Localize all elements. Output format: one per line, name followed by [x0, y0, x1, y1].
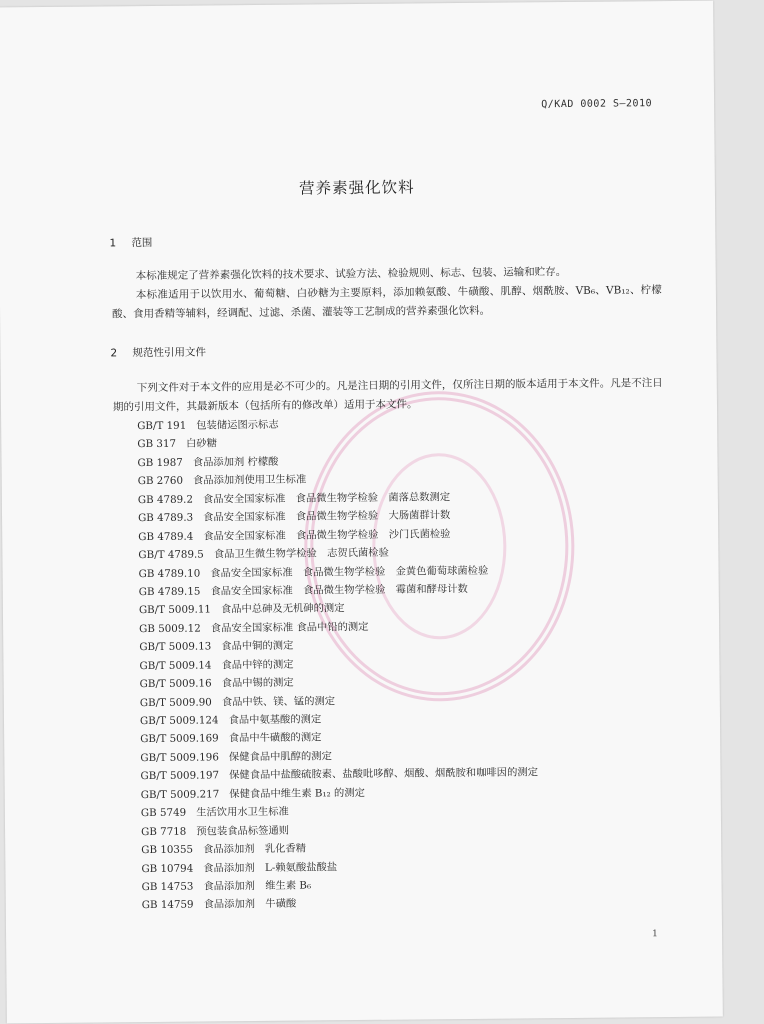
reference-code: GB 317 [137, 438, 177, 451]
reference-title: 包装储运图示标志 [196, 418, 279, 432]
reference-code: GB 2760 [137, 475, 184, 488]
reference-title: 食品中牛磺酸的测定 [228, 731, 322, 745]
reference-code: GB 5009.12 [139, 622, 201, 635]
reference-code: GB 1987 [137, 456, 183, 470]
reference-code: GB/T 5009.11 [138, 603, 211, 617]
section-number: 1 [109, 237, 117, 250]
reference-title: 食品添加剂 乳化香精 [203, 842, 307, 856]
reference-title: 食品中锡的测定 [221, 676, 294, 690]
reference-code: GB 4789.2 [137, 493, 194, 506]
reference-item [142, 893, 540, 915]
reference-title: 食品中铁、镁、锰的测定 [221, 694, 336, 708]
section-title: 范围 [131, 236, 153, 250]
reference-title: 食品安全国家标准 食品微生物学检验 霉菌和酵母计数 [210, 582, 468, 598]
reference-code: GB/T 4789.5 [138, 548, 204, 562]
scope-paragraph-2: 本标准适用于以饮用水、葡萄糖、白砂糖为主要原料，添加赖氨酸、牛磺酸、肌醇、烟酰胺、VB₆、VB₁₂、柠檬酸、食用香精等辅料，经调配、过滤、杀菌、灌装等工艺制成的营养素强化饮料。 [112, 284, 662, 321]
reference-title: 保健食品中盐酸硫胺素、盐酸吡哆醇、烟酸、烟酰胺和咖啡因的测定 [229, 766, 539, 782]
reference-code: GB/T 5009.169 [140, 732, 219, 746]
reference-title: 预包装食品标签通则 [196, 824, 290, 838]
reference-list [137, 413, 539, 915]
reference-title: 食品添加剂 维生素 B₆ [203, 879, 312, 893]
reference-title: 食品添加剂 牛磺酸 [203, 898, 297, 911]
reference-title: 白砂糖 [186, 437, 218, 451]
reference-code: GB 7718 [141, 825, 187, 838]
reference-code: GB/T 5009.14 [139, 659, 212, 672]
reference-code: GB 5749 [140, 806, 187, 820]
reference-title: 食品安全国家标准 食品中铅的测定 [210, 620, 369, 635]
document-title: 营养素强化饮料 [299, 178, 415, 198]
document-page [0, 1, 723, 1024]
reference-title: 食品安全国家标准 食品微生物学检验 大肠菌群计数 [203, 509, 451, 524]
reference-code: GB/T 5009.197 [140, 769, 220, 783]
reference-code: GB/T 5009.13 [139, 640, 212, 654]
reference-code: GB/T 5009.196 [140, 751, 219, 764]
reference-code: GB 4789.4 [138, 530, 194, 543]
reference-code: GB/T 5009.124 [139, 714, 219, 728]
reference-title: 食品添加剂 L-赖氨酸盐酸盐 [203, 860, 338, 875]
reference-code: GB 4789.3 [137, 511, 194, 525]
reference-title: 食品中铜的测定 [221, 639, 294, 653]
reference-code: GB/T 5009.90 [139, 695, 212, 709]
section-heading-scope [109, 235, 152, 250]
reference-code: GB 14759 [141, 898, 194, 912]
reference-title: 食品安全国家标准 食品微生物学检验 金黄色葡萄球菌检验 [210, 564, 489, 579]
reference-code: GB 4789.10 [138, 567, 201, 580]
reference-code: GB/T 191 [137, 419, 187, 433]
reference-code: GB 14753 [141, 880, 194, 894]
reference-title: 食品中锌的测定 [221, 658, 294, 672]
page-number: 1 [652, 929, 658, 940]
reference-title: 食品安全国家标准 食品微生物学检验 沙门氏菌检验 [203, 527, 451, 543]
reference-title: 食品中氨基酸的测定 [228, 713, 322, 727]
reference-title: 食品安全国家标准 食品微生物学检验 菌落总数测定 [202, 490, 451, 506]
reference-item [138, 561, 536, 583]
reference-code: GB 10355 [141, 843, 194, 857]
reference-title: 食品卫生微生物学检验 志贺氏菌检验 [213, 546, 389, 561]
reference-title: 保健食品中维生素 B₁₂ 的测定 [229, 786, 365, 801]
reference-code: GB/T 5009.217 [140, 788, 220, 801]
reference-title: 食品添加剂 柠檬酸 [192, 455, 279, 469]
reference-code: GB/T 5009.16 [139, 677, 212, 691]
section-title: 规范性引用文件 [132, 346, 207, 360]
reference-title: 生活饮用水卫生标准 [196, 805, 289, 819]
scope-paragraph-1: 本标准规定了营养素强化饮料的技术要求、试验方法、检验规则、标志、包装、运输和贮存。 [135, 266, 567, 283]
reference-code: GB 4789.15 [138, 585, 201, 599]
reference-title: 食品中总砷及无机砷的测定 [220, 602, 345, 616]
references-intro-paragraph: 下列文件对于本文件的应用是必不可少的。凡是注日期的引用文件，仅所注日期的版本适用于本文件。凡是不注日期的引用文件，其最新版本（包括所有的修改单）适用于本文件。 [112, 377, 663, 414]
reference-code: GB 10794 [141, 862, 194, 875]
reference-item [140, 764, 538, 786]
section-heading-normative-references [110, 344, 206, 360]
section-number: 2 [110, 347, 118, 360]
standard-number: Q/KAD 0002 S—2010 [541, 98, 653, 111]
reference-title: 食品添加剂使用卫生标准 [192, 473, 307, 487]
reference-title: 保健食品中肌醇的测定 [228, 750, 332, 764]
